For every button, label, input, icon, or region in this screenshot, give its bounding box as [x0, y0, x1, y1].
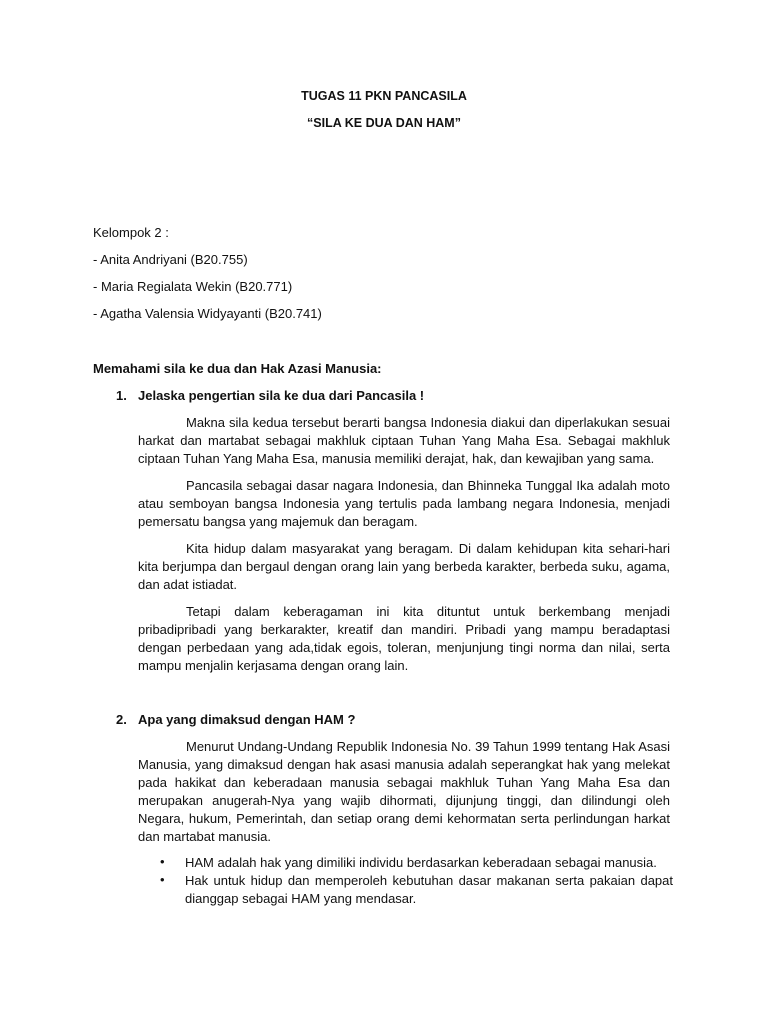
bullet-icon: •	[160, 854, 165, 869]
member-item: - Anita Andriyani (B20.755)	[93, 252, 248, 267]
answer-paragraph: Tetapi dalam keberagaman ini kita dituntut untuk berkembang menjadi pribadipribadi yang berkarakter, kreatif dan mandiri. Pribadi yang mampu beradaptasi dengan perbedaan yang ada,tidak egois, toleran, menjunjung tingi norma dan nilai, serta mampu menjalin kerjasama dengan orang lain.	[138, 604, 670, 673]
document-subtitle: “SILA KE DUA DAN HAM”	[307, 116, 461, 130]
answer-paragraph: Makna sila kedua tersebut berarti bangsa Indonesia diakui dan diperlakukan sesuai harkat dan martabat sebagai makhluk ciptaan Tuhan Yang Maha Esa. Sebagai makhluk ciptaan Tuhan Yang Maha Esa, manusia memiliki derajat, hak, dan kewajiban yang sama.	[138, 415, 670, 466]
bullet-icon: •	[160, 872, 165, 887]
member-item: - Maria Regialata Wekin (B20.771)	[93, 279, 293, 294]
document-title: TUGAS 11 PKN PANCASILA	[301, 89, 467, 103]
bullet-item: HAM adalah hak yang dimiliki individu berdasarkan keberadaan sebagai manusia.	[185, 855, 657, 870]
question-number: 1.	[116, 388, 127, 403]
answer-paragraph: Pancasila sebagai dasar nagara Indonesia, dan Bhinneka Tunggal Ika adalah moto atau semboyan bangsa Indonesia yang tertulis pada lambang negara Indonesia, menjadi pemersatu bangsa yang majemuk dan beragam.	[138, 478, 670, 529]
group-label: Kelompok 2 :	[93, 225, 169, 240]
question-text: Jelaska pengertian sila ke dua dari Pancasila !	[138, 388, 425, 403]
question-text: Apa yang dimaksud dengan HAM ?	[138, 712, 356, 727]
member-item: - Agatha Valensia Widyayanti (B20.741)	[93, 306, 322, 321]
answer-paragraph: Kita hidup dalam masyarakat yang beragam. Di dalam kehidupan kita sehari-hari kita berjumpa dan bergaul dengan orang lain yang berbeda karakter, berbeda suku, agama, dan adat istiadat.	[138, 541, 670, 592]
bullet-item: Hak untuk hidup dan memperoleh kebutuhan dasar makanan serta pakaian dapat dianggap sebagai HAM yang mendasar.	[185, 873, 673, 906]
section-heading: Memahami sila ke dua dan Hak Azasi Manusia:	[93, 361, 382, 376]
question-number: 2.	[116, 712, 127, 727]
answer-paragraph: Menurut Undang-Undang Republik Indonesia No. 39 Tahun 1999 tentang Hak Asasi Manusia, yang dimaksud dengan hak asasi manusia adalah seperangkat hak yang melekat pada hakikat dan keberadaan manusia sebagai makhluk Tuhan Yang Maha Esa dan merupakan anugerah-Nya yang wajib dihormati, dijunjung tinggi, dan dilindungi oleh Negara, hukum, Pemerintah, dan setiap orang demi kehormatan serta perlindungan harkat dan martabat manusia.	[138, 739, 670, 844]
